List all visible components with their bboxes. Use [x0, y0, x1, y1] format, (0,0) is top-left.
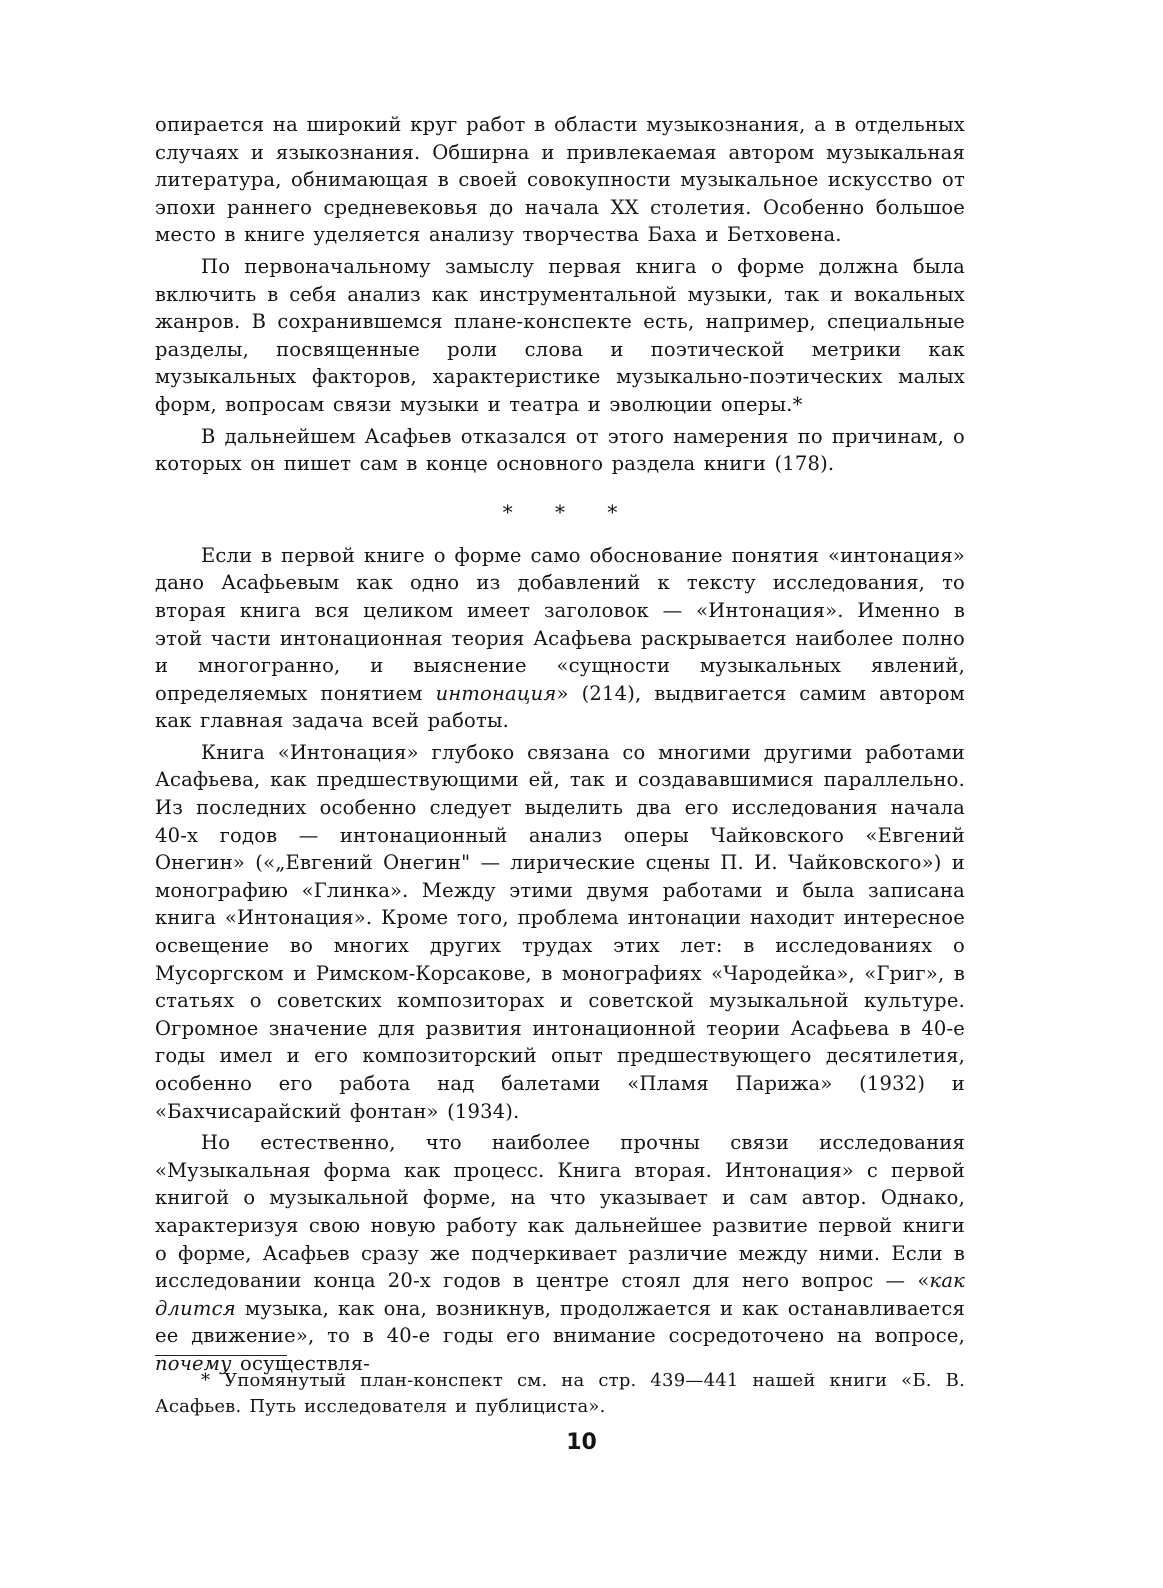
paragraph-3: В дальнейшем Асафьев отказался от этого намерения по причинам, о которых он пишет сам в конце основного раздела книги (178). — [155, 424, 965, 476]
footnote: * Упомянутый план-конспект см. на стр. 439—441 нашей книги «Б. В. Асафьев. Путь исследователя и публициста». — [155, 1370, 965, 1417]
paragraph-6-italic-2: почему — [155, 1351, 232, 1375]
paragraph-6-text-a: Но естественно, что наиболее прочны связи исследования «Музыкальная форма как процесс. Книга вторая. Интонация» с первой книгой о музыкальной форме, на что указывает и сам автор. Однако, характеризуя свою новую работу как дальнейшее развитие первой книги о форме, Асафьев сразу же подчеркивает различие между ними. Если в исследовании конца 20-х годов в центре стоял для него вопрос — « — [155, 1131, 965, 1293]
page-number: 10 — [566, 1430, 597, 1455]
paragraph-6-text-c: осуществля- — [231, 1351, 371, 1375]
paragraph-4 — [155, 542, 965, 735]
paragraph-4-text-b: » (214), выдвигается самим автором как главная задача всей работы. — [155, 681, 965, 733]
footnote-rule — [155, 1355, 287, 1356]
paragraph-6 — [155, 1129, 965, 1377]
paragraph-4-italic: интонация — [435, 681, 557, 705]
paragraph-2: По первоначальному замыслу первая книга о форме должна была включить в себя анализ как инструментальной музыки, так и вокальных жанров. В сохранившемся плане-конспекте есть, например, специальные разделы, посвященные роли слова и поэтической метрики как музыкальных факторов, характеристике музыкально-поэтических малых форм, вопросам связи музыки и театра и эволюции оперы.* — [155, 254, 965, 416]
section-separator: * * * — [502, 499, 636, 524]
paragraph-5: Книга «Интонация» глубоко связана со многими другими работами Асафьева, как предшествующими ей, так и создававшимися параллельно. Из последних особенно следует выделить два его исследования начала 40-х годов — интонационный анализ оперы Чайковского «Евгений Онегин» («„Евгений Онегин" — лирические сцены П. И. Чайковского») и монографию «Глинка». Между этими двумя работами и была записана книга «Интонация». Кроме того, проблема интонации находит интересное освещение во многих других трудах этих лет: в исследованиях о Мусоргском и Римском-Корсакове, в монографиях «Чародейка», «Григ», в статьях о советских композиторах и советской музыкальной культуре. Огромное значение для развития интонационной теории Асафьева в 40-е годы имел и его композиторский опыт предшествующего десятилетия, особенно его работа над балетами «Пламя Парижа» (1932) и «Бахчисарайский фонтан» (1934). — [155, 740, 965, 1123]
paragraph-1: опирается на широкий круг работ в области музыкознания, а в отдельных случаях и языкознания. Обширна и привлекаемая автором музыкальная литература, обнимающая в своей совокупности музыкальное искусство от эпохи раннего средневековья до начала XX столетия. Особенно большое место в книге уделяется анализу творчества Баха и Бетховена. — [155, 113, 965, 247]
paragraph-6-italic-1: как длится — [155, 1269, 965, 1320]
paragraph-6-text-b: музыка, как она, возникнув, продолжается и как останавливается ее движение», то в 40-е годы его внимание сосредоточено на вопросе, — [155, 1296, 965, 1348]
main-text — [155, 111, 965, 1378]
paragraph-4-text-a: Если в первой книге о форме само обоснование понятия «интонация» дано Асафьевым как одно из добавлений к тексту исследования, то вторая книга вся целиком имеет заголовок — «Интонация». Именно в этой части интонационная теория Асафьева раскрывается наиболее полно и многогранно, и выяснение «сущности музыкальных явлений, определяемых понятием — [155, 543, 965, 705]
